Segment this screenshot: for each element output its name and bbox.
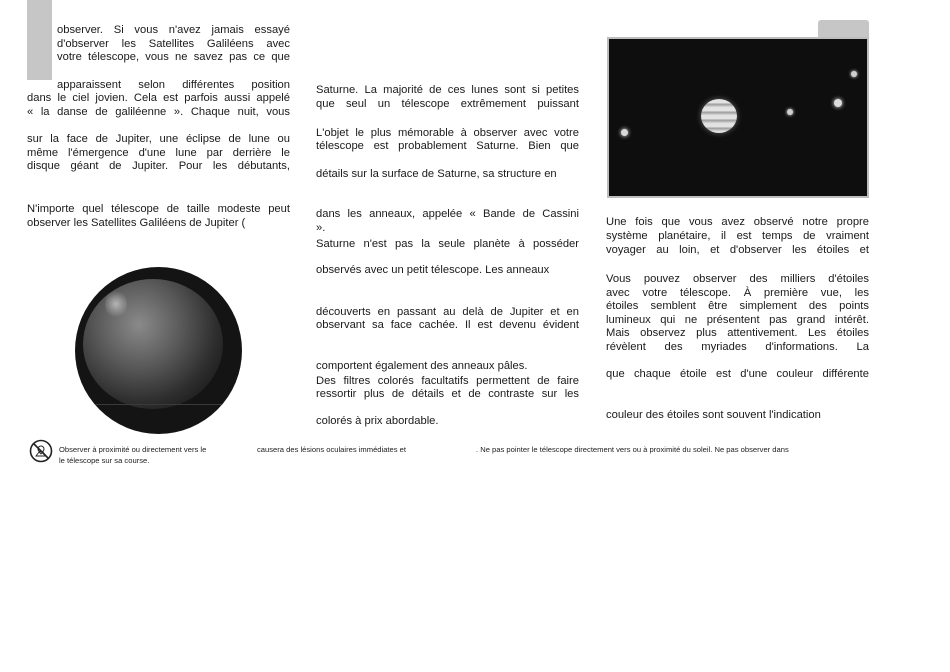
- text-line: observés avec un petit télescope. Les anneaux: [316, 264, 550, 276]
- text-line: même l'émergence d'une lune par derrière le: [27, 147, 290, 159]
- text-line: détails sur la surface de Saturne, sa structure en: [316, 168, 557, 180]
- page-edge-tab-left: [27, 0, 52, 80]
- moon-dot: [787, 109, 793, 115]
- text-line: N'importe quel télescope de taille modeste peut: [27, 203, 290, 215]
- text-line: disque géant de Jupiter. Pour les débutants,: [27, 160, 290, 172]
- text-line: lumineux qui ne présentent pas grand intérêt.: [606, 314, 869, 326]
- footer-text: causera des lésions oculaires immédiates et: [257, 445, 406, 454]
- text-line: observer. Si vous n'avez jamais essayé: [57, 24, 290, 36]
- text-line: « la danse de galiléenne ». Chaque nuit, vous: [27, 106, 290, 118]
- text-line: ressortir plus de détails et de contraste sur les: [316, 388, 579, 400]
- text-line: comportent également des anneaux pâles.: [316, 360, 528, 372]
- text-line: que seul un télescope extrêmement puissant: [316, 98, 579, 110]
- text-line: étoiles semblent être simplement des points: [606, 300, 869, 312]
- text-line: révèlent des myriades d'informations. La: [606, 341, 869, 353]
- text-line: découverts en passant au delà de Jupiter et en: [316, 306, 579, 318]
- telescope-view-image: [75, 267, 242, 434]
- text-line: dans le ciel jovien. Cela est parfois aussi appelé: [27, 92, 290, 104]
- text-line: avec votre télescope. À première vue, les: [606, 287, 869, 299]
- text-line: votre télescope, vous ne savez pas ce que: [57, 51, 290, 63]
- text-line: ».: [316, 222, 326, 234]
- text-line: dans les anneaux, appelée « Bande de Cassini: [316, 208, 579, 220]
- text-line: Des filtres colorés facultatifs permettent de faire: [316, 375, 579, 387]
- text-line: L'objet le plus mémorable à observer avec votre: [316, 127, 579, 139]
- text-line: observant sa face cachée. Il est devenu évident: [316, 319, 579, 331]
- text-line: sur la face de Jupiter, une éclipse de lune ou: [27, 133, 290, 145]
- footer-text: . Ne pas pointer le télescope directement vers ou à proximité du soleil. Ne pas observer dans: [476, 445, 789, 454]
- footer-text: le télescope sur sa course.: [59, 456, 150, 465]
- text-line: Mais observez plus attentivement. Les étoiles: [606, 327, 869, 339]
- text-line: voyager au loin, et d'observer les étoiles et: [606, 244, 869, 256]
- text-line: colorés à prix abordable.: [316, 415, 439, 427]
- footer-text: Observer à proximité ou directement vers le: [59, 445, 207, 454]
- text-line: couleur des étoiles sont souvent l'indication: [606, 409, 821, 421]
- moon-dot: [834, 99, 842, 107]
- text-line: système planétaire, il est temps de vraiment: [606, 230, 869, 242]
- page-edge-tab-right: [818, 20, 869, 37]
- text-line: Vous pouvez observer des milliers d'étoiles: [606, 273, 869, 285]
- no-sun-viewing-icon: [29, 439, 53, 463]
- jupiter-planet: [701, 99, 737, 133]
- text-line: que chaque étoile est d'une couleur différente: [606, 368, 869, 380]
- text-line: Saturne n'est pas la seule planète à posséder: [316, 238, 579, 250]
- jupiter-moons-photo: [607, 37, 869, 198]
- moon-dot: [851, 71, 857, 77]
- text-line: télescope est probablement Saturne. Bien que: [316, 140, 579, 152]
- text-line: Saturne. La majorité de ces lunes sont si petites: [316, 84, 579, 96]
- text-line: d'observer les Satellites Galiléens avec: [57, 38, 290, 50]
- text-line: Une fois que vous avez observé notre propre: [606, 216, 869, 228]
- text-line: observer les Satellites Galiléens de Jupiter (: [27, 217, 246, 229]
- moon-dot: [621, 129, 628, 136]
- text-line: apparaissent selon différentes position: [57, 79, 290, 91]
